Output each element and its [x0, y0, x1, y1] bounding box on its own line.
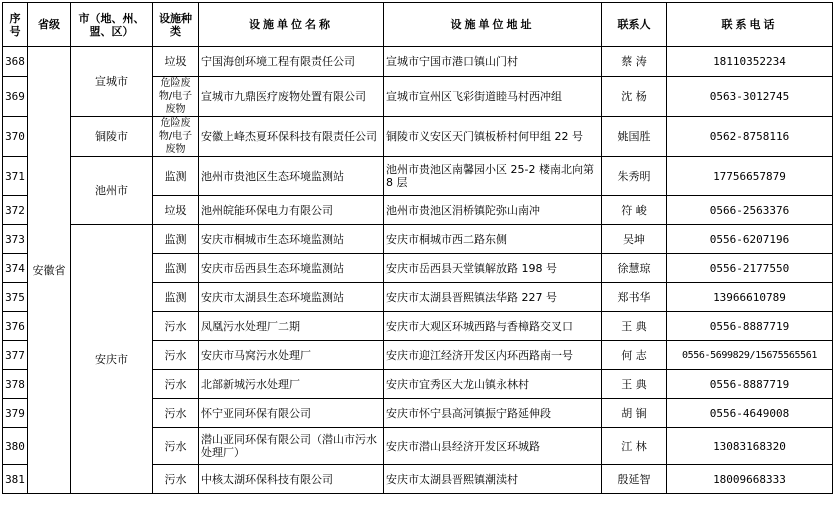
cell-phone: 0563-3012745 [667, 77, 833, 117]
cell-phone: 18110352234 [667, 47, 833, 77]
cell-seq: 369 [3, 77, 28, 117]
cell-category: 污水 [153, 312, 199, 341]
cell-unit-address: 铜陵市义安区天门镇板桥村何甲组 22 号 [384, 117, 602, 157]
cell-phone: 0556-5699829/15675565561 [667, 341, 833, 370]
cell-contact: 江 林 [602, 428, 667, 465]
cell-unit-address: 安庆市桐城市西二路东侧 [384, 225, 602, 254]
cell-phone: 0556-2177550 [667, 254, 833, 283]
cell-unit-address: 安庆市岳西县天堂镇解放路 198 号 [384, 254, 602, 283]
header-unit-address: 设施单位地址 [384, 3, 602, 47]
cell-contact: 沈 杨 [602, 77, 667, 117]
cell-contact: 王 典 [602, 312, 667, 341]
cell-city-chizhou: 池州市 [71, 157, 153, 225]
cell-phone: 0556-8887719 [667, 370, 833, 399]
cell-category: 垃圾 [153, 47, 199, 77]
cell-seq: 375 [3, 283, 28, 312]
cell-contact: 郑书华 [602, 283, 667, 312]
cell-unit-name: 安庆市太湖县生态环境监测站 [199, 283, 384, 312]
cell-unit-name: 凤凰污水处理厂二期 [199, 312, 384, 341]
cell-category: 监测 [153, 225, 199, 254]
table-row [3, 117, 833, 157]
cell-seq: 380 [3, 428, 28, 465]
cell-unit-name: 池州皖能环保电力有限公司 [199, 196, 384, 225]
cell-seq: 372 [3, 196, 28, 225]
cell-category: 污水 [153, 370, 199, 399]
table-row [3, 225, 833, 254]
cell-category: 垃圾 [153, 196, 199, 225]
cell-contact: 吴坤 [602, 225, 667, 254]
cell-unit-address: 安庆市怀宁县高河镇振宁路延伸段 [384, 399, 602, 428]
cell-category: 危险废物/电子废物 [153, 117, 199, 157]
cell-category: 监测 [153, 283, 199, 312]
table-row [3, 47, 833, 77]
cell-phone: 13083168320 [667, 428, 833, 465]
cell-category: 污水 [153, 465, 199, 494]
cell-province: 安徽省 [28, 47, 71, 494]
header-category: 设施种类 [153, 3, 199, 47]
facility-table [2, 2, 833, 494]
cell-unit-name: 怀宁亚同环保有限公司 [199, 399, 384, 428]
cell-seq: 374 [3, 254, 28, 283]
cell-seq: 377 [3, 341, 28, 370]
cell-contact: 姚国胜 [602, 117, 667, 157]
cell-phone: 13966610789 [667, 283, 833, 312]
cell-contact: 徐慧琼 [602, 254, 667, 283]
cell-category: 污水 [153, 428, 199, 465]
cell-seq: 379 [3, 399, 28, 428]
cell-seq: 373 [3, 225, 28, 254]
header-contact: 联系人 [602, 3, 667, 47]
cell-unit-address: 安庆市大观区环城西路与香樟路交叉口 [384, 312, 602, 341]
cell-phone: 0566-2563376 [667, 196, 833, 225]
cell-unit-address: 安庆市宜秀区大龙山镇永林村 [384, 370, 602, 399]
cell-unit-name: 潜山亚同环保有限公司（潜山市污水处理厂） [199, 428, 384, 465]
header-seq: 序号 [3, 3, 28, 47]
cell-city-anqing: 安庆市 [71, 225, 153, 494]
header-unit-name: 设施单位名称 [199, 3, 384, 47]
cell-contact: 符 峻 [602, 196, 667, 225]
cell-phone: 0556-6207196 [667, 225, 833, 254]
cell-unit-name: 安庆市桐城市生态环境监测站 [199, 225, 384, 254]
cell-seq: 378 [3, 370, 28, 399]
cell-phone: 0556-8887719 [667, 312, 833, 341]
cell-unit-address: 安庆市太湖县晋熙镇法华路 227 号 [384, 283, 602, 312]
cell-city-xuancheng: 宣城市 [71, 47, 153, 117]
cell-seq: 381 [3, 465, 28, 494]
cell-unit-name: 北部新城污水处理厂 [199, 370, 384, 399]
cell-seq: 376 [3, 312, 28, 341]
table-header-row [3, 3, 833, 47]
cell-city-tongling: 铜陵市 [71, 117, 153, 157]
cell-unit-name: 安庆市马窝污水处理厂 [199, 341, 384, 370]
cell-contact: 何 志 [602, 341, 667, 370]
cell-seq: 371 [3, 157, 28, 196]
table-row [3, 157, 833, 196]
cell-unit-address: 宣城市宁国市港口镇山门村 [384, 47, 602, 77]
cell-unit-name: 安徽上峰杰夏环保科技有限责任公司 [199, 117, 384, 157]
cell-unit-name: 安庆市岳西县生态环境监测站 [199, 254, 384, 283]
cell-unit-address: 安庆市迎江经济开发区内环西路南一号 [384, 341, 602, 370]
cell-unit-address: 宣城市宣州区飞彩街道睦马村西冲组 [384, 77, 602, 117]
cell-category: 污水 [153, 399, 199, 428]
cell-category: 监测 [153, 254, 199, 283]
cell-category: 污水 [153, 341, 199, 370]
cell-unit-name: 中核太湖环保科技有限公司 [199, 465, 384, 494]
cell-unit-name: 宣城市九鼎医疗废物处置有限公司 [199, 77, 384, 117]
cell-unit-address: 安庆市太湖县晋熙镇潮渎村 [384, 465, 602, 494]
cell-seq: 368 [3, 47, 28, 77]
header-phone: 联系电话 [667, 3, 833, 47]
cell-unit-name: 宁国海创环境工程有限责任公司 [199, 47, 384, 77]
cell-phone: 0556-4649008 [667, 399, 833, 428]
cell-contact: 王 典 [602, 370, 667, 399]
cell-category: 监测 [153, 157, 199, 196]
cell-contact: 朱秀明 [602, 157, 667, 196]
cell-phone: 0562-8758116 [667, 117, 833, 157]
cell-category: 危险废物/电子废物 [153, 77, 199, 117]
cell-unit-address: 安庆市潜山县经济开发区环城路 [384, 428, 602, 465]
cell-contact: 殷延智 [602, 465, 667, 494]
header-province: 省级 [28, 3, 71, 47]
cell-phone: 18009668333 [667, 465, 833, 494]
cell-unit-address: 池州市贵池区涓桥镇陀弥山南冲 [384, 196, 602, 225]
cell-contact: 胡 锏 [602, 399, 667, 428]
cell-seq: 370 [3, 117, 28, 157]
cell-unit-name: 池州市贵池区生态环境监测站 [199, 157, 384, 196]
cell-phone: 17756657879 [667, 157, 833, 196]
cell-contact: 蔡 涛 [602, 47, 667, 77]
cell-unit-address: 池州市贵池区南馨园小区 25-2 楼南北向第 8 层 [384, 157, 602, 196]
header-city: 市（地、州、盟、区） [71, 3, 153, 47]
